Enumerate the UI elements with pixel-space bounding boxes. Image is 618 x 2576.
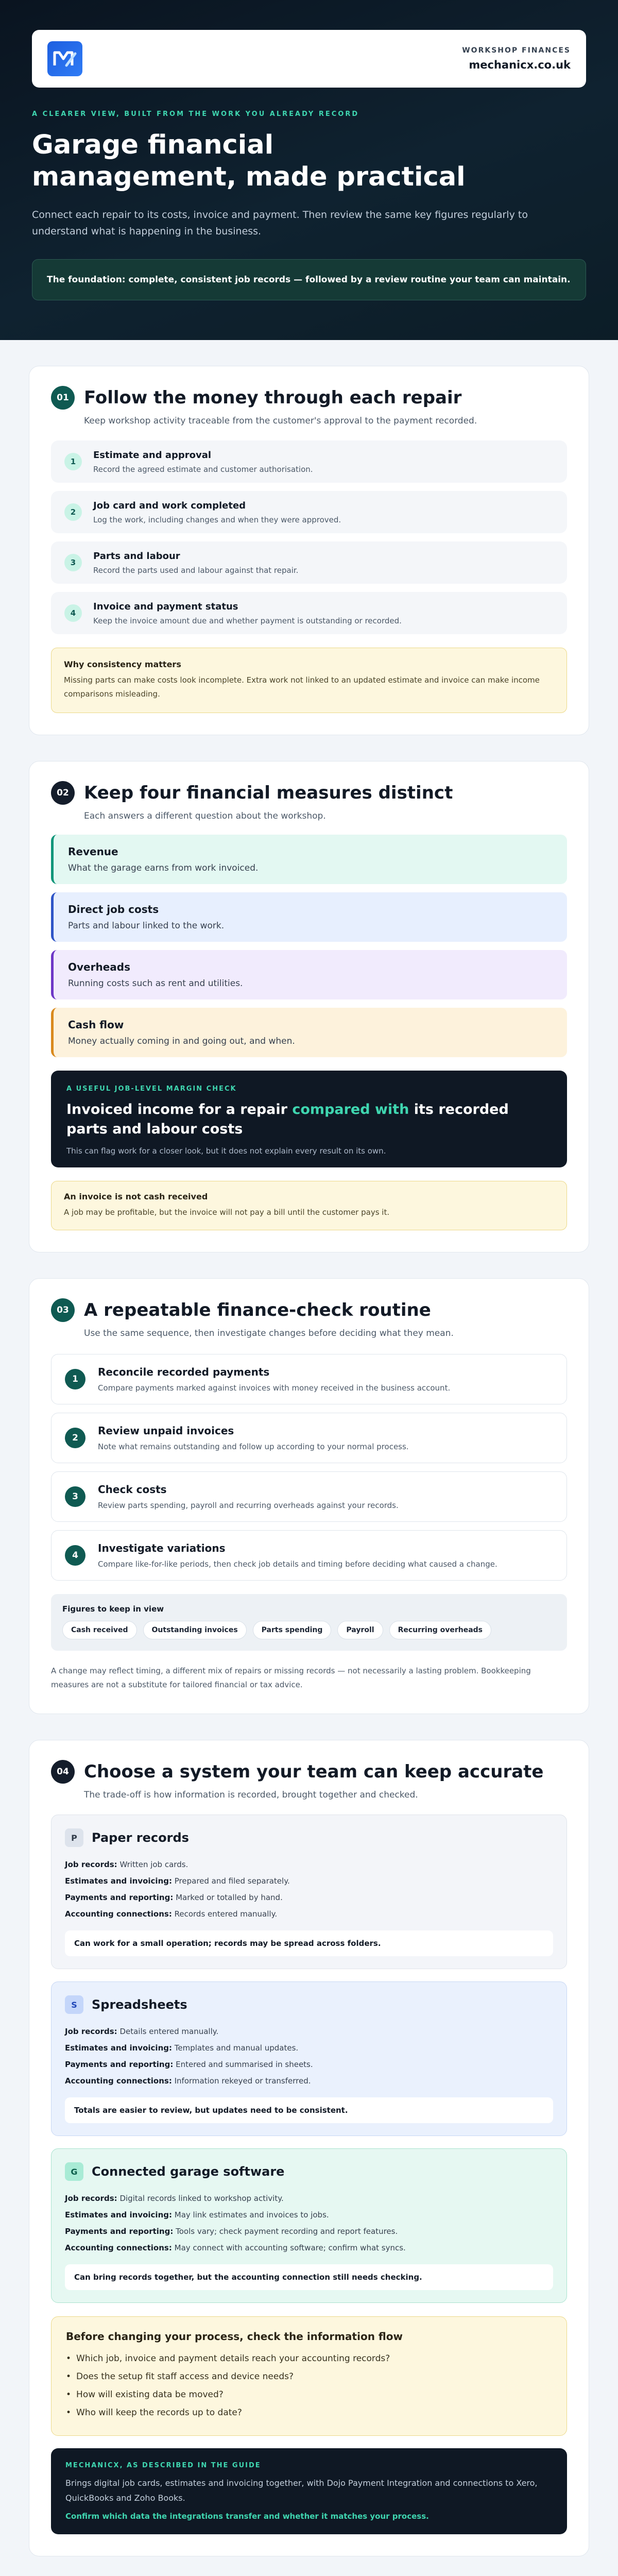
integration-confirm-text: Confirm which data the integrations transfer and whether it matches your process. — [65, 2512, 429, 2521]
measure-cash-flow — [51, 1008, 567, 1057]
system-line: Payments and reporting: Entered and summarised in sheets. — [65, 2060, 313, 2069]
system-title: Connected garage software — [92, 2164, 285, 2179]
step-title: Invoice and payment status — [93, 601, 238, 612]
section-subtitle: Each answers a different question about the workshop. — [84, 811, 326, 821]
step-description: Review parts spending, payroll and recurring overheads against your records. — [98, 1501, 399, 1510]
step-number: 1 — [64, 453, 82, 470]
step-number: 1 — [65, 1369, 85, 1389]
section-number: 04 — [51, 1760, 75, 1784]
step-title: Estimate and approval — [93, 449, 212, 461]
section-subtitle: The trade-off is how information is recorded, brought together and checked. — [84, 1790, 418, 1800]
system-line: Payments and reporting: Tools vary; check payment recording and report features. — [65, 2227, 398, 2236]
list-item — [51, 491, 567, 533]
step-title: Parts and labour — [93, 550, 180, 562]
hero-callout: The foundation: complete, consistent job records — followed by a review routine your team can maintain. — [32, 259, 586, 300]
mechanicx-panel — [51, 2448, 567, 2534]
list-item — [51, 440, 567, 483]
system-line: Job records: Details entered manually. — [65, 2027, 219, 2036]
chip-cash-received: Cash received — [62, 1621, 137, 1639]
brand-info — [462, 46, 571, 71]
list-item — [51, 541, 567, 584]
checklist-item: • Which job, invoice and payment details reach your accounting records? — [66, 2350, 552, 2368]
panel-title-part: Invoiced income for a repair — [66, 1101, 293, 1117]
chip-outstanding-invoices: Outstanding invoices — [143, 1621, 247, 1639]
system-title: Paper records — [92, 1831, 189, 1845]
chip-parts-spending: Parts spending — [253, 1621, 332, 1639]
section-number: 01 — [51, 386, 75, 410]
list-item — [51, 1471, 567, 1522]
section-subtitle: Use the same sequence, then investigate changes before deciding what they mean. — [84, 1328, 454, 1338]
step-description: Record the agreed estimate and customer authorisation. — [93, 464, 313, 474]
measure-description: Parts and labour linked to the work. — [68, 921, 225, 931]
step-description: Compare like-for-like periods, then check job details and timing before deciding what caused a change. — [98, 1560, 497, 1569]
hero-lede: Connect each repair to its costs, invoice and payment. Then review the same key figures regularly to understand what is happening in the business. — [32, 209, 528, 237]
brand-domain-link[interactable]: mechanicx.co.uk — [469, 59, 571, 71]
section-title: Keep four financial measures distinct — [84, 783, 453, 803]
figures-panel — [51, 1594, 567, 1651]
cash-note — [51, 1181, 567, 1230]
measure-description: What the garage earns from work invoiced. — [68, 863, 259, 873]
system-verdict: Can bring records together, but the accounting connection still needs checking. — [65, 2264, 553, 2290]
system-letter: G — [65, 2162, 83, 2181]
system-line: Job records: Written job cards. — [65, 1860, 188, 1869]
measure-title: Cash flow — [68, 1019, 124, 1031]
checklist-item: • How will existing data be moved? — [66, 2386, 552, 2404]
system-verdict: Can work for a small operation; records may be spread across folders. — [65, 1930, 553, 1956]
system-connected-software — [51, 2148, 567, 2303]
mx-logo-icon — [53, 50, 77, 67]
system-paper-records — [51, 1815, 567, 1969]
panel-eyebrow: A USEFUL JOB-LEVEL MARGIN CHECK — [66, 1085, 237, 1093]
hero — [0, 0, 618, 340]
step-description: Record the parts used and labour against that repair. — [93, 565, 299, 575]
section-choose-system — [29, 1740, 589, 2556]
note-text: Missing parts can make costs look incomplete. Extra work not linked to an updated estimate and invoice can make income comparisons misleading. — [64, 675, 540, 699]
step-number: 2 — [65, 1428, 85, 1448]
panel-title-part: its recorded parts and labour costs — [66, 1101, 509, 1137]
mechanicx-logo[interactable] — [47, 41, 82, 76]
measures-list — [51, 835, 567, 1057]
panel-title — [66, 1100, 552, 1139]
measure-description: Money actually coming in and going out, and when. — [68, 1036, 295, 1046]
step-number: 4 — [65, 1545, 85, 1566]
system-line: Job records: Digital records linked to workshop activity. — [65, 2194, 284, 2203]
chip-recurring-overheads: Recurring overheads — [389, 1621, 491, 1639]
checklist-item: • Does the setup fit staff access and device needs? — [66, 2368, 552, 2386]
system-line: Accounting connections: Information rekeyed or transferred. — [65, 2076, 311, 2086]
step-description: Note what remains outstanding and follow up according to your normal process. — [98, 1442, 409, 1451]
measure-title: Revenue — [68, 845, 118, 858]
page-title: Garage financial management, made practical — [32, 130, 466, 192]
panel-text: Brings digital job cards, estimates and invoicing together, with Dojo Payment Integration and connections to Xero, QuickBooks and Zoho Books. — [65, 2478, 538, 2503]
section-subtitle: Keep workshop activity traceable from the customer's approval to the payment recorded. — [84, 416, 477, 426]
system-line: Estimates and invoicing: Templates and manual updates. — [65, 2043, 299, 2053]
consistency-note — [51, 648, 567, 713]
section-number: 03 — [51, 1298, 75, 1322]
system-line: Accounting connections: Records entered manually. — [65, 1909, 278, 1919]
main-content — [0, 366, 618, 2576]
list-item — [51, 1354, 567, 1404]
measure-description: Running costs such as rent and utilities. — [68, 978, 243, 989]
note-title: An invoice is not cash received — [64, 1192, 208, 1201]
hero-eyebrow: A CLEARER VIEW, BUILT FROM THE WORK YOU ALREADY RECORD — [32, 110, 359, 118]
note-text: A job may be profitable, but the invoice will not pay a bill until the customer pays it. — [64, 1208, 390, 1217]
measure-direct-job-costs — [51, 892, 567, 942]
step-number: 3 — [65, 1486, 85, 1507]
checklist-title: Before changing your process, check the information flow — [66, 2330, 403, 2343]
section-number: 02 — [51, 781, 75, 805]
step-title: Job card and work completed — [93, 500, 246, 511]
step-description: Compare payments marked against invoices with money received in the business account. — [98, 1383, 451, 1393]
variation-note: A change may reflect timing, a different mix of repairs or missing records — not necessarily a lasting problem. Bookkeeping measures are not a substitute for tailored financial or tax advice. — [51, 1666, 531, 1689]
system-line: Estimates and invoicing: May link estimates and invoices to jobs. — [65, 2210, 329, 2219]
list-item — [51, 1530, 567, 1581]
section-financial-measures — [29, 761, 589, 1252]
step-number: 2 — [64, 503, 82, 521]
measure-title: Overheads — [68, 961, 130, 973]
step-description: Log the work, including changes and when they were approved. — [93, 515, 341, 524]
step-number: 4 — [64, 604, 82, 622]
list-item — [51, 1413, 567, 1463]
figures-chips — [62, 1621, 556, 1639]
systems-list — [51, 1815, 567, 2303]
repair-steps-list — [51, 440, 567, 634]
note-title: Why consistency matters — [64, 659, 181, 669]
system-verdict: Totals are easier to review, but updates need to be consistent. — [65, 2097, 553, 2123]
system-title: Spreadsheets — [92, 1997, 187, 2012]
brand-kicker: WORKSHOP FINANCES — [462, 46, 571, 55]
step-title: Check costs — [98, 1483, 167, 1496]
system-spreadsheets — [51, 1981, 567, 2136]
system-line: Accounting connections: May connect with accounting software; confirm what syncs. — [65, 2243, 406, 2252]
section-title: A repeatable finance-check routine — [84, 1300, 431, 1320]
system-letter: S — [65, 1995, 83, 2014]
brand-bar — [32, 30, 586, 88]
panel-text: This can flag work for a closer look, but it does not explain every result on its own. — [66, 1146, 386, 1156]
step-title: Investigate variations — [98, 1542, 226, 1554]
section-title: Choose a system your team can keep accurate — [84, 1761, 544, 1782]
system-letter: P — [65, 1828, 83, 1847]
routine-steps-list — [51, 1354, 567, 1581]
step-number: 3 — [64, 554, 82, 571]
section-finance-routine — [29, 1278, 589, 1714]
system-line: Payments and reporting: Marked or totalled by hand. — [65, 1893, 283, 1902]
list-item — [51, 592, 567, 634]
section-title: Follow the money through each repair — [84, 387, 462, 408]
step-title: Reconcile recorded payments — [98, 1366, 270, 1378]
step-description: Keep the invoice amount due and whether payment is outstanding or recorded. — [93, 616, 402, 625]
chip-payroll: Payroll — [337, 1621, 383, 1639]
checklist-item: • Who will keep the records up to date? — [66, 2404, 552, 2422]
panel-title-highlight: compared with — [292, 1101, 409, 1117]
panel-eyebrow: MECHANICX, AS DESCRIBED IN THE GUIDE — [65, 2462, 261, 2469]
measure-overheads — [51, 950, 567, 999]
information-flow-checklist — [51, 2316, 567, 2436]
step-title: Review unpaid invoices — [98, 1425, 234, 1437]
measure-revenue — [51, 835, 567, 884]
measure-title: Direct job costs — [68, 903, 159, 916]
margin-check-panel — [51, 1071, 567, 1167]
figures-title: Figures to keep in view — [62, 1604, 164, 1614]
system-line: Estimates and invoicing: Prepared and filed separately. — [65, 1876, 290, 1886]
section-follow-money — [29, 366, 589, 735]
